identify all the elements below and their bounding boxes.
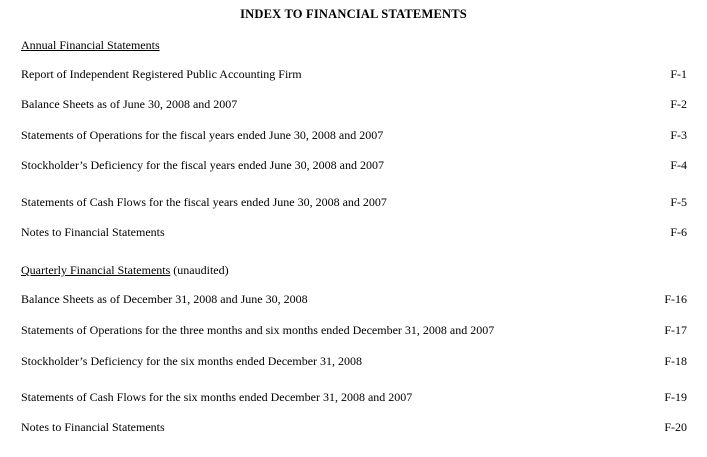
toc-page-number: F-2 [670,97,687,111]
toc-row-quarterly-1 [21,293,687,306]
toc-row-quarterly-5 [21,421,687,434]
toc-entry-label: Statements of Cash Flows for the six months ended December 31, 2008 and 2007 [21,390,413,404]
toc-entry-label: Notes to Financial Statements [21,225,165,239]
toc-entry-label: Stockholder’s Deficiency for the six months ended December 31, 2008 [21,354,363,368]
toc-page-number: F-4 [670,158,687,172]
toc-row-annual-1 [21,68,687,81]
toc-entry-label: Statements of Cash Flows for the fiscal years ended June 30, 2008 and 2007 [21,195,387,209]
toc-row-annual-5 [21,196,687,209]
toc-page-number: F-20 [664,420,687,434]
toc-row-annual-3 [21,129,687,142]
toc-row-quarterly-3 [21,355,687,368]
quarterly-section-heading [21,263,229,278]
toc-page-number: F-18 [664,354,687,368]
toc-row-annual-2 [21,98,687,111]
toc-entry-label: Notes to Financial Statements [21,420,165,434]
toc-row-quarterly-4 [21,391,687,404]
toc-page-number: F-16 [664,292,687,306]
toc-page-number: F-1 [670,67,687,81]
toc-entry-label: Statements of Operations for the fiscal years ended June 30, 2008 and 2007 [21,128,384,142]
toc-entry-label: Stockholder’s Deficiency for the fiscal years ended June 30, 2008 and 2007 [21,158,385,172]
toc-row-quarterly-2 [21,324,687,337]
toc-row-annual-4 [21,159,687,172]
toc-page-number: F-3 [670,128,687,142]
toc-page-number: F-6 [670,225,687,239]
toc-entry-label: Statements of Operations for the three months and six months ended December 31, 2008 and 2007 [21,323,495,337]
toc-entry-label: Balance Sheets as of December 31, 2008 and June 30, 2008 [21,292,308,306]
toc-row-annual-6 [21,226,687,239]
toc-entry-label: Balance Sheets as of June 30, 2008 and 2007 [21,97,238,111]
quarterly-heading-suffix: (unaudited) [170,263,229,277]
toc-page-number: F-17 [664,323,687,337]
annual-heading-text: Annual Financial Statements [21,38,160,52]
annual-section-heading [21,38,160,53]
quarterly-heading-text: Quarterly Financial Statements [21,263,171,277]
toc-page-number: F-5 [670,195,687,209]
toc-page-number: F-19 [664,390,687,404]
page-title: INDEX TO FINANCIAL STATEMENTS [240,7,467,21]
toc-entry-label: Report of Independent Registered Public Accounting Firm [21,67,302,81]
